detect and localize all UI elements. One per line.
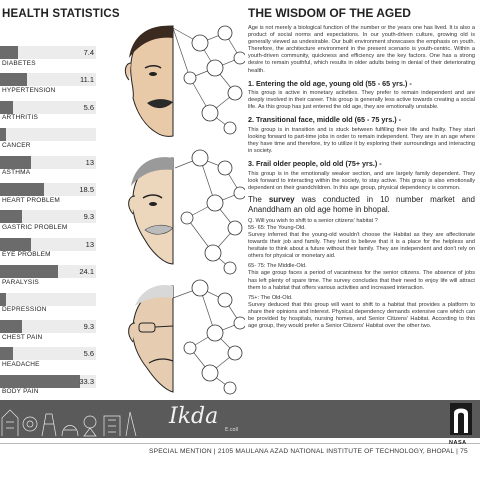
signature-mark: [165, 395, 245, 435]
bar-value-label: 33.3: [79, 376, 94, 386]
bar-category-label: EYE PROBLEM: [2, 251, 51, 259]
survey-statement: [248, 195, 475, 215]
section-1-heading: 1. Entering the old age, young old (55 - 65 yrs.) -: [248, 78, 412, 88]
bar-category-label: PARALYSIS: [2, 278, 39, 286]
bar-category-label: CHEST PAIN: [2, 333, 43, 341]
bar-category-label: HEADACHE: [2, 360, 40, 368]
section-2-heading: 2. Transitional face, middle old (65 - 75 yrs.) -: [248, 115, 401, 125]
bar-value-label: 5.6: [83, 349, 94, 359]
group-2-label: 65- 75: The Middle-Old.: [248, 263, 307, 270]
bar: [0, 320, 22, 333]
bar: [0, 347, 13, 360]
network-nodes: [181, 26, 245, 394]
bar: [0, 293, 6, 306]
bar-value-label: 18.5: [79, 185, 94, 194]
group-2-text: This age group faces a period of vacantness for the senior citizens. The absence of jobs has left plenty of spare time. The survey concludes that their need to enjoy life will attract them to a habitat that offers various activities and increased interaction.: [248, 270, 475, 291]
bar-category-label: DEPRESSION: [2, 306, 47, 314]
bar-value-label: 9.3: [83, 212, 94, 222]
signature-small-text: E.coll: [225, 427, 239, 433]
bar: [0, 128, 6, 141]
group-3-text: Survey deduced that this group will want to shift to a habitat that provides a platform to share their opinions and interest. Physical dependency demands extensive care which can be provided by hospitals, nursing homes, and Senior Citizens' Habitat. According to this age group, they would prefer a Senior Citizens' Habitat over the other two.: [248, 301, 475, 330]
young-old-face: [125, 26, 173, 137]
bar-value-label: 9.3: [83, 322, 94, 331]
article-title: THE WISDOM OF THE AGED: [248, 6, 411, 20]
bar-value-label: 13: [85, 239, 94, 249]
bar: [0, 238, 31, 251]
bar: [0, 101, 13, 114]
group-1-text: Survey inferred that the young-old wouldn't choose the Habitat as they are affectionate towards their job and family. They tend to believe that it is a place for the helpless and hesitate to think about a future without their family. They are independent and don't rely on others for physical or monetary aid.: [248, 232, 475, 260]
bar-category-label: ARTHRITIS: [2, 114, 38, 122]
footer-caption: SPECIAL MENTION | 2105 MAULANA AZAD NATIONAL INSTITUTE OF TECHNOLOGY, BHOPAL | 75: [149, 448, 468, 455]
survey-question: Q. Will you wish to shift to a senior citizens' habitat ?: [248, 217, 378, 224]
health-statistics-title: HEALTH STATISTICS: [2, 8, 120, 20]
aged-faces-illustration: [95, 18, 245, 398]
survey-rest: was conducted in 10 number market and Ananddham an old age home in bhopal.: [248, 194, 475, 214]
survey-prefix: The: [248, 194, 262, 204]
bar-value-label: 11.1: [79, 75, 94, 85]
article-body: [248, 25, 475, 333]
group-3-label: 75+: The Old-Old.: [248, 294, 293, 301]
section-1-text: This group is active in monetary activities. They prefer to remain independent and are deeply involved in their career. This group is generally less active towards creating a social life. As this group has just entered the old age, they are emotionally unstable.: [248, 90, 475, 111]
bar-value-label: 5.6: [83, 102, 94, 112]
bar: [0, 156, 31, 169]
bar-category-label: ASTHMA: [2, 169, 31, 177]
bar-value-label: 13: [85, 157, 94, 167]
bar: [0, 265, 58, 278]
bar: [0, 73, 27, 86]
bar-category-label: HYPERTENSION: [2, 86, 56, 94]
bar: [0, 210, 22, 223]
brand-label: NASA: [449, 440, 467, 446]
bar: [0, 46, 18, 59]
signature-text: Ikda: [169, 404, 219, 429]
footer-divider: [0, 443, 480, 444]
bar-track: [0, 293, 96, 306]
nasa-logo-icon: [450, 403, 472, 435]
section-2-text: This group is in transition and is stuck between fulfilling their life and frailty. They start looking forward to part-time jobs in order to remain independent. They are in an age where they have time and therefore, try to utilize it by exploring their surroundings and interacting in society.: [248, 126, 475, 155]
bar: [0, 183, 44, 196]
section-3-text: This group is in the emotionally weaker section, and are largely family dependent. They look forward to interacting within the society, to stay active. This group is also emotionally dependent on their grandchildren. In this age group, physical dependency is common.: [248, 170, 475, 191]
intro-paragraph: Age is not merely a biological function of the number or the years one has lived. It is also a product of social norms and expectations. In our youth-driven culture, growing old is generally viewed as undesirable. Our built environment showcases the emphasis on youth. Therefore, the architecture environment in the present scenario is youth-centric. Within a youth-driven community, quickness and efficiency are the key factors. One has a strong desire to remain youthful, which results in older adults being in denial of their deteriorating health.: [248, 25, 475, 74]
bar-category-label: CANCER: [2, 141, 31, 149]
health-statistics-chart: [0, 0, 100, 420]
section-3-heading: 3. Frail older people, old old (75+ yrs.) -: [248, 159, 382, 169]
bar-value-label: 7.4: [83, 48, 94, 57]
bar-value-label: 24.1: [79, 267, 94, 277]
bar-category-label: BODY PAIN: [2, 388, 39, 396]
old-old-face: [129, 285, 173, 392]
bar-category-label: DIABETES: [2, 59, 36, 67]
survey-keyword: survey: [268, 194, 295, 204]
bar-track: [0, 128, 96, 141]
group-1-label: 55- 65: The Young-Old.: [248, 224, 306, 231]
bar-category-label: GASTRIC PROBLEM: [2, 223, 68, 231]
middle-old-face: [129, 157, 173, 264]
bar-category-label: HEART PROBLEM: [2, 196, 60, 204]
footer-sketch-illustration: [0, 400, 140, 438]
